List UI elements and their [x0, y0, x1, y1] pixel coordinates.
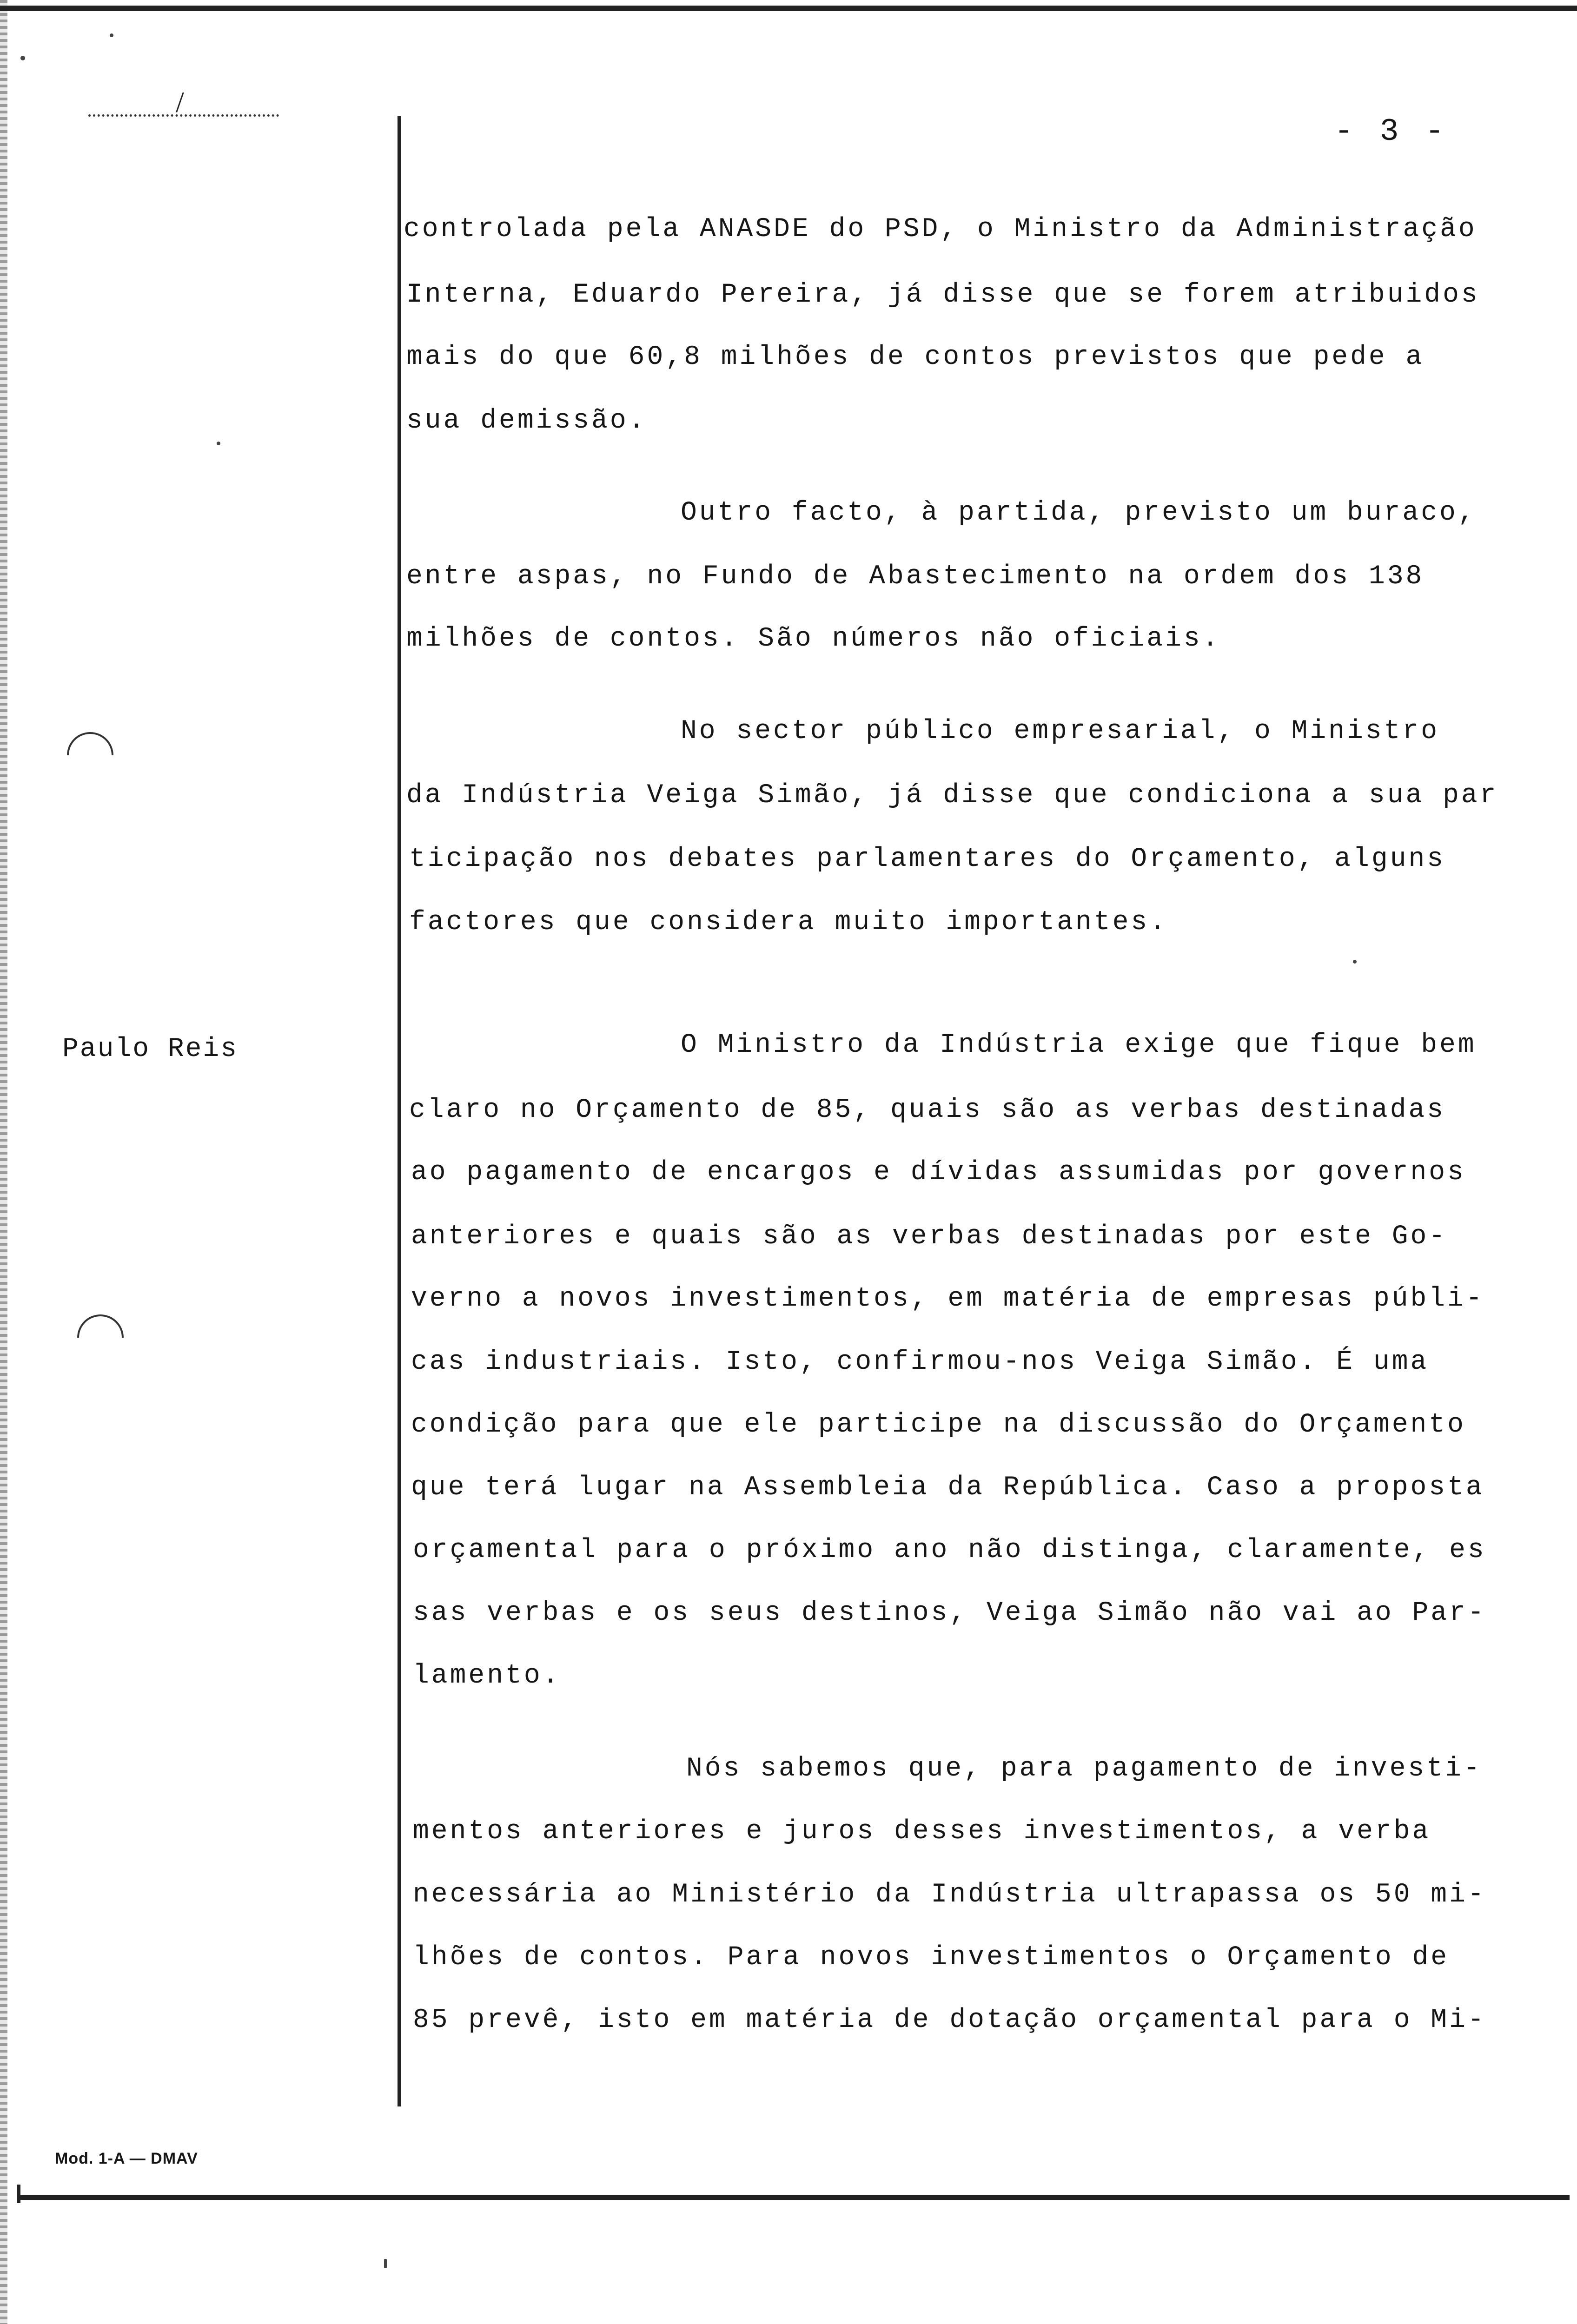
text-line: condição para que ele participe na discussão do Orçamento	[411, 1410, 1466, 1440]
form-left-rule	[17, 2185, 20, 2203]
text-line: que terá lugar na Assembleia da República. Caso a proposta	[411, 1472, 1484, 1503]
text-line: cas industriais. Isto, confirmou-nos Veiga Simão. É uma	[411, 1347, 1429, 1377]
text-line: factores que considera muito importantes.	[409, 907, 1168, 938]
form-code: Mod. 1-A — DMAV	[55, 2150, 198, 2167]
page-number: - 3 -	[1334, 114, 1448, 150]
text-line: Nós sabemos que, para pagamento de investi-	[686, 1754, 1482, 1784]
punch-hole-mark	[77, 1314, 124, 1338]
punch-hole-mark	[67, 732, 113, 755]
text-line: O Ministro da Indústria exige que fique bem	[681, 1030, 1477, 1060]
text-line: Interna, Eduardo Pereira, já disse que se forem atribuidos	[406, 280, 1480, 310]
scan-speck	[110, 33, 113, 37]
text-line: mais do que 60,8 milhões de contos previstos que pede a	[406, 342, 1425, 372]
page-top-rule	[0, 6, 1577, 11]
text-line: orçamental para o próximo ano não distinga, claramente, es	[413, 1535, 1486, 1565]
text-line: claro no Orçamento de 85, quais são as verbas destinadas	[409, 1095, 1446, 1125]
text-line: milhões de contos. São números não oficiais.	[406, 624, 1221, 654]
scan-speck	[384, 2259, 387, 2268]
text-line: mentos anteriores e juros desses investimentos, a verba	[413, 1816, 1431, 1847]
slash-mark: /	[176, 86, 184, 119]
speaker-name: Paulo Reis	[62, 1034, 239, 1064]
text-line: ticipação nos debates parlamentares do Orçamento, alguns	[409, 844, 1446, 874]
text-line: anteriores e quais são as verbas destinadas por este Go-	[411, 1221, 1448, 1252]
text-line: verno a novos investimentos, em matéria de empresas públi-	[411, 1284, 1484, 1314]
text-line: controlada pela ANASDE do PSD, o Ministro da Administração	[404, 214, 1477, 244]
text-line: sua demissão.	[406, 406, 647, 436]
form-bottom-rule	[17, 2195, 1570, 2200]
text-line: lamento.	[413, 1661, 561, 1691]
text-line: No sector público empresarial, o Ministro	[681, 716, 1440, 746]
text-line: 85 prevê, isto em matéria de dotação orçamental para o Mi-	[413, 2005, 1486, 2035]
text-line: ao pagamento de encargos e dívidas assumidas por governos	[411, 1157, 1466, 1188]
scan-left-edge	[0, 0, 7, 2324]
text-line: necessária ao Ministério da Indústria ultrapassa os 50 mi-	[413, 1880, 1486, 1910]
text-line: entre aspas, no Fundo de Abastecimento na ordem dos 138	[406, 561, 1425, 592]
text-line: lhões de contos. Para novos investimentos o Orçamento de	[413, 1942, 1450, 1973]
scan-speck	[1353, 960, 1357, 964]
text-line: da Indústria Veiga Simão, já disse que condiciona a sua par	[406, 780, 1498, 811]
text-line: sas verbas e os seus destinos, Veiga Simão não vai ao Par-	[413, 1598, 1486, 1628]
margin-rule	[398, 116, 401, 2106]
text-line: Outro facto, à partida, previsto um buraco,	[681, 498, 1477, 528]
scan-speck	[20, 56, 25, 60]
scan-speck	[217, 442, 220, 445]
